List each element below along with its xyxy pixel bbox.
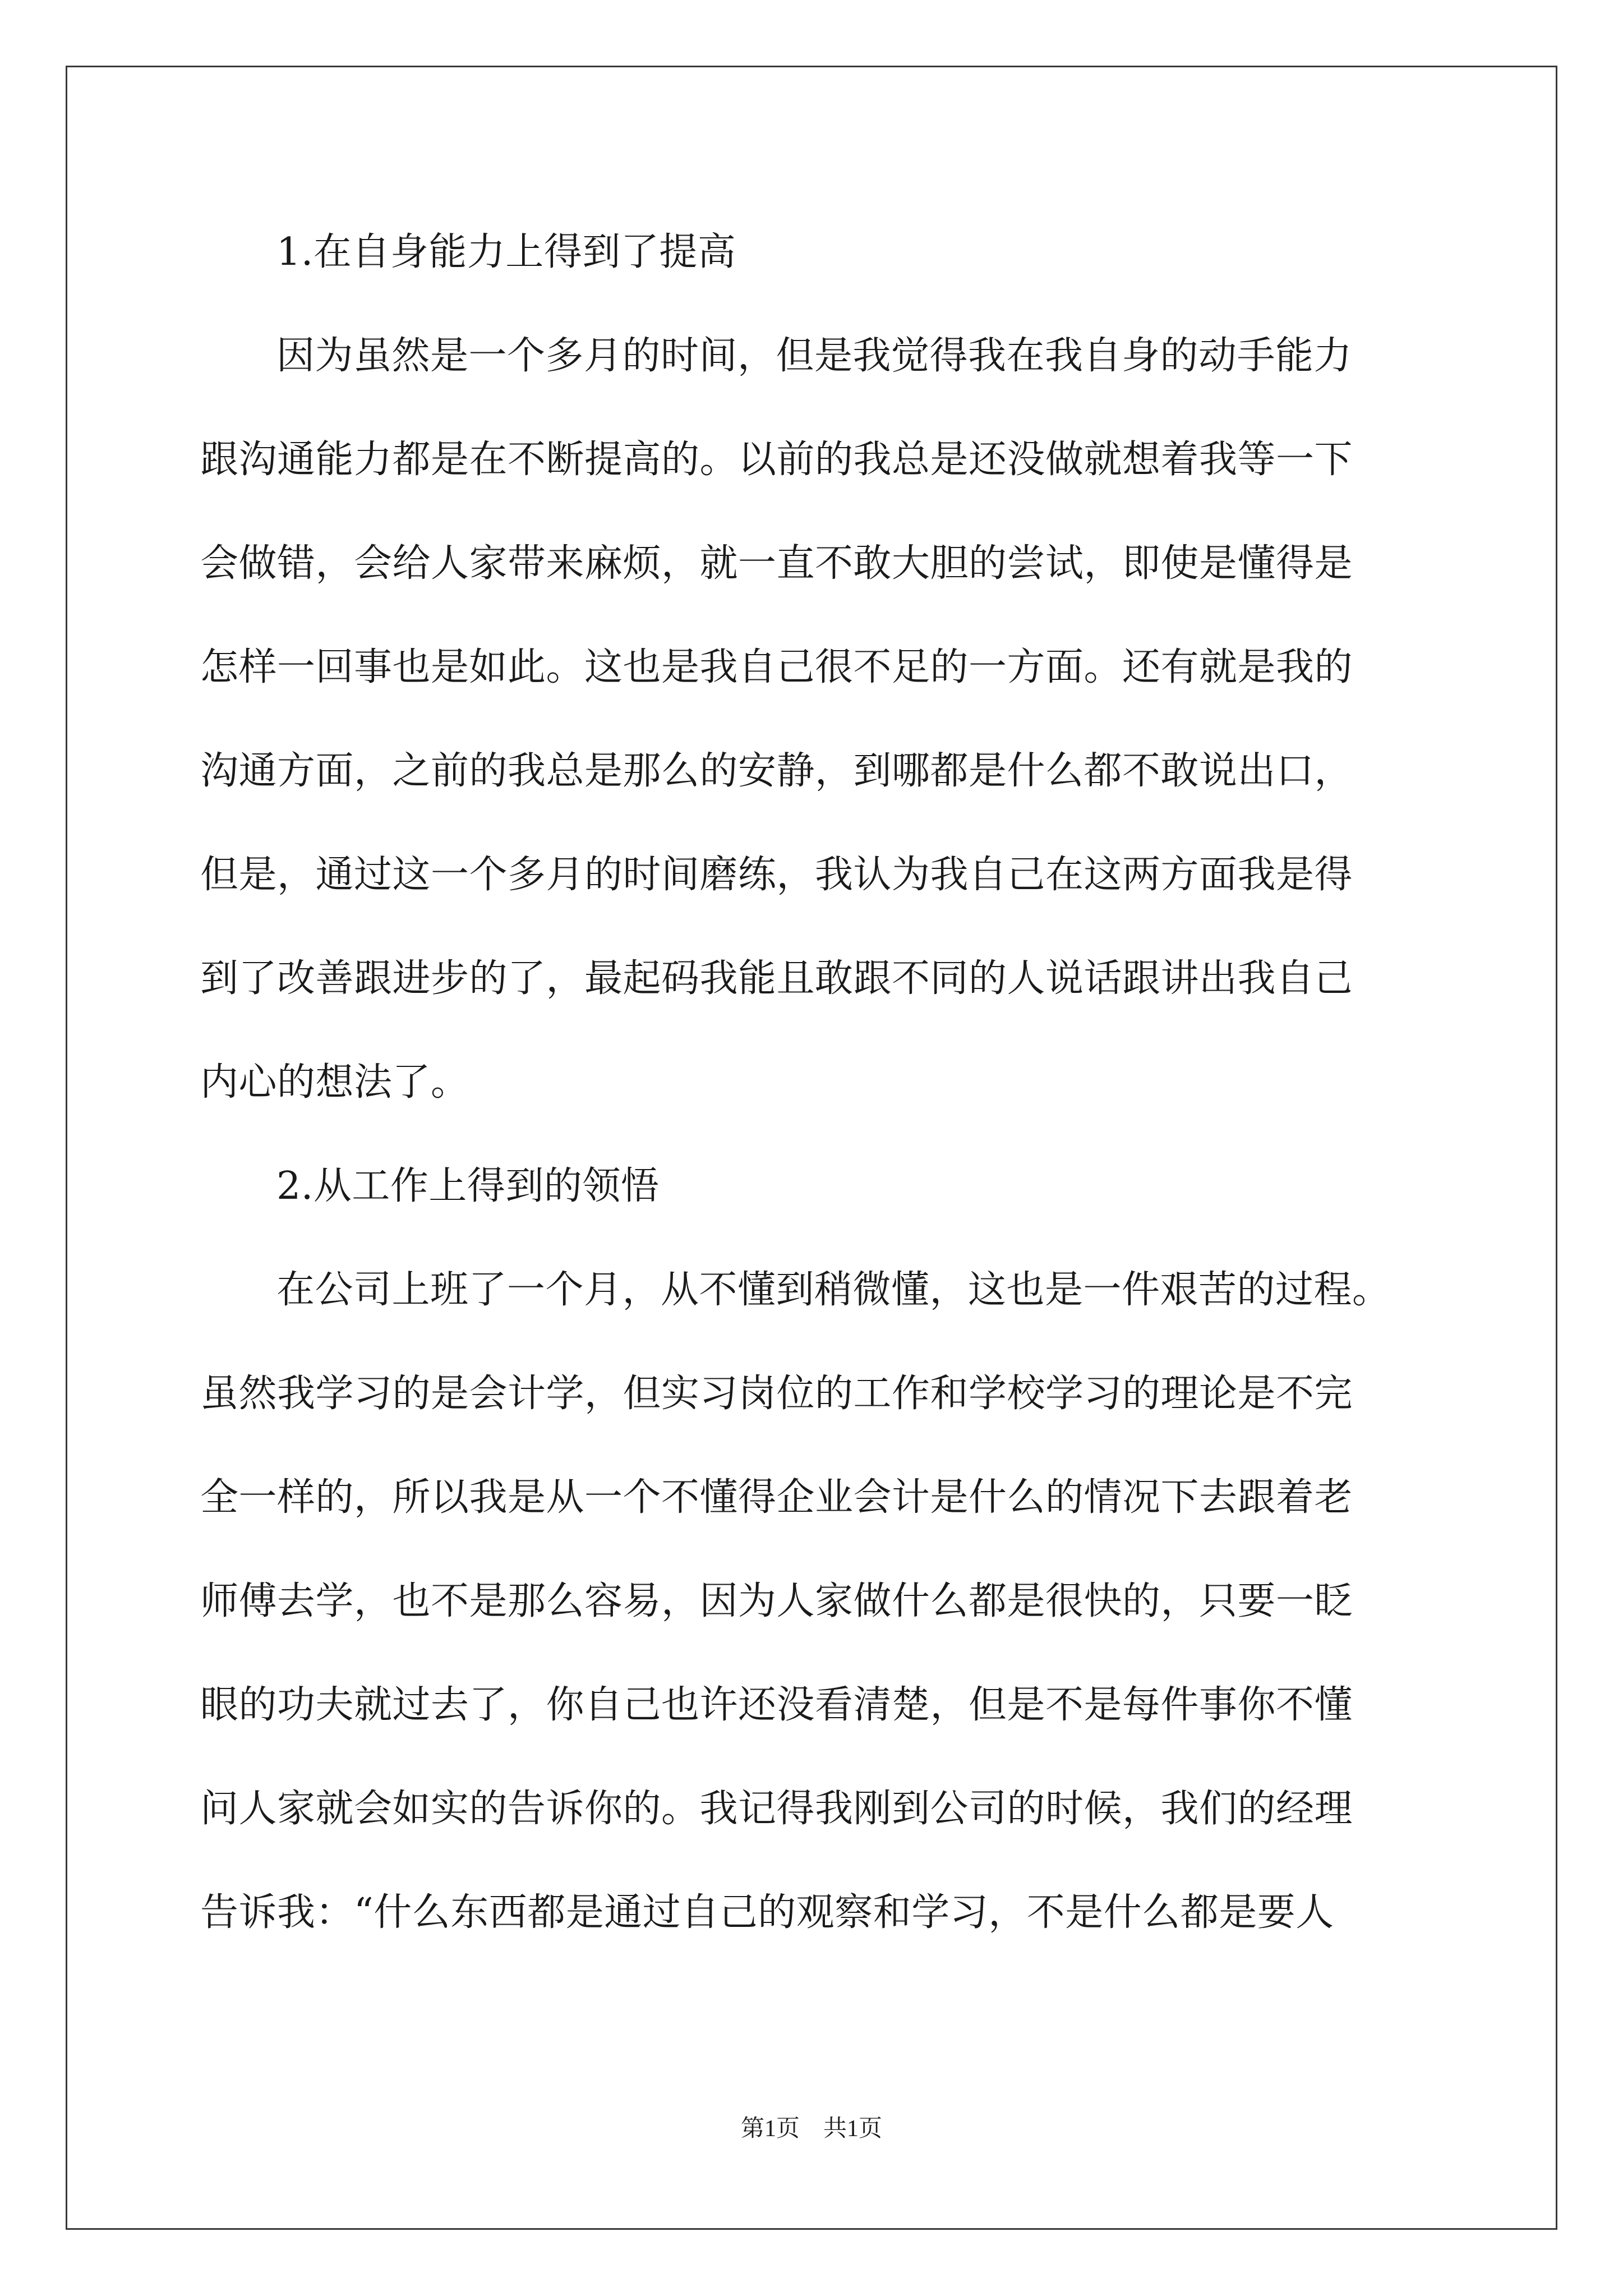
paragraph-line: 到了改善跟进步的了，最起码我能且敢跟不同的人说话跟讲出我自己 (200, 956, 1353, 1001)
paragraph-line: 问人家就会如实的告诉你的。我记得我刚到公司的时候，我们的经理 (200, 1787, 1353, 1831)
paragraph-line: 跟沟通能力都是在不断提高的。以前的我总是还没做就想着我等一下 (200, 438, 1353, 482)
paragraph-line: 沟通方面，之前的我总是那么的安静，到哪都是什么都不敢说出口， (200, 749, 1353, 793)
paragraph-line: 但是，通过这一个多月的时间磨练，我认为我自己在这两方面我是得 (200, 853, 1353, 897)
paragraph-line: 因为虽然是一个多月的时间，但是我觉得我在我自身的动手能力 (276, 334, 1353, 378)
section-heading-2: 2.从工作上得到的领悟 (276, 1164, 660, 1208)
paragraph-line: 师傅去学，也不是那么容易，因为人家做什么都是很快的，只要一眨 (200, 1579, 1353, 1623)
paragraph-line: 全一样的，所以我是从一个不懂得企业会计是什么的情况下去跟着老 (200, 1475, 1353, 1520)
section-heading-1: 1.在自身能力上得到了提高 (276, 230, 736, 274)
paragraph-line: 眼的功夫就过去了，你自己也许还没看清楚，但是不是每件事你不懂 (200, 1683, 1353, 1727)
paragraph-line: 内心的想法了。 (200, 1060, 469, 1105)
paragraph-line: 怎样一回事也是如此。这也是我自己很不足的一方面。还有就是我的 (200, 645, 1353, 689)
paragraph-line: 会做错，会给人家带来麻烦，就一直不敢大胆的尝试，即使是懂得是 (200, 541, 1353, 586)
paragraph-line: 在公司上班了一个月，从不懂到稍微懂，这也是一件艰苦的过程。 (276, 1268, 1391, 1312)
paragraph-line: 虽然我学习的是会计学，但实习岗位的工作和学校学习的理论是不完 (200, 1372, 1353, 1416)
page-footer: 第1页 共1页 (740, 2116, 882, 2142)
paragraph-line: 告诉我：“什么东西都是通过自己的观察和学习，不是什么都是要人 (200, 1890, 1334, 1935)
